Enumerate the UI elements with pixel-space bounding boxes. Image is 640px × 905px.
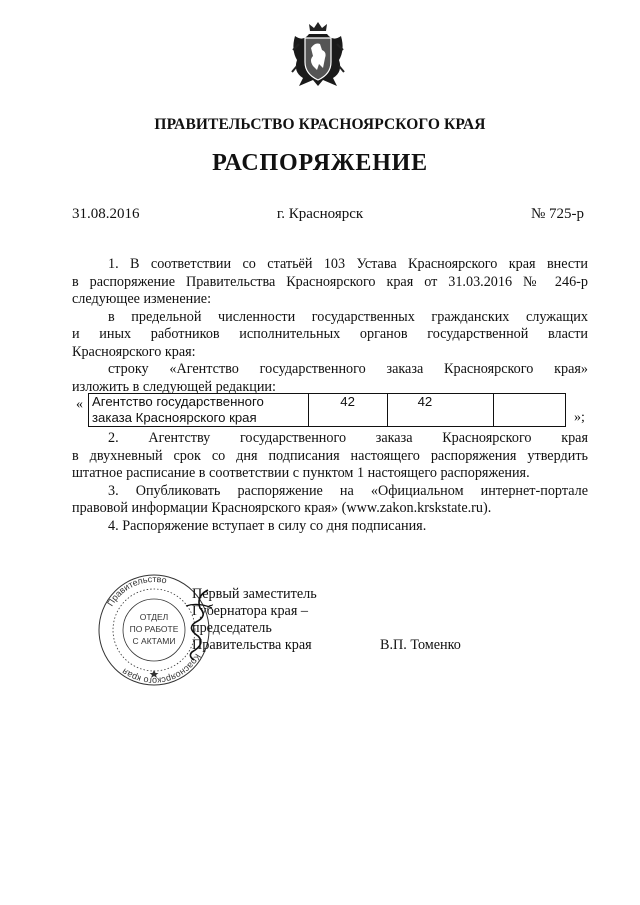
signatory-position-line-2: Губернатора края – [192,603,309,619]
paragraph-3-line-2: правовой информации Красноярского края» (www.zakon.krskstate.ru). [72,500,492,516]
table-cell-value-2: 42 [387,394,493,427]
paragraph-2-line-1: 2. Агентству государственного заказа Красноярского края [108,430,588,446]
table-open-quote: « [76,397,83,412]
paragraph-1a-line-2: и иных работников исполнительных органов государственной власти [72,326,588,342]
stamp-inner-line-2: ПО РАБОТЕ [129,624,179,634]
document-number: № 725-р [530,206,584,222]
table-cell-name-line-2: заказа Красноярского края [92,410,257,425]
table-row [89,394,566,427]
paragraph-1-line-3: следующее изменение: [72,291,212,307]
signatory-position-line-4: Правительства края [192,637,312,653]
paragraph-1a-line-1: в предельной численности государственных гражданских служащих [108,308,588,325]
paragraph-2-line-3: штатное расписание в соответствии с пунктом 1 настоящего распоряжения. [72,465,530,481]
paragraph-1a-line-3: Красноярского края: [72,343,196,360]
table-cell-value-3 [493,394,565,427]
paragraph-2-line-2: в двухневный срок со дня подписания настоящего распоряжения утвердить [72,447,588,464]
paragraph-3-line-1: 3. Опубликовать распоряжение на «Официальном интернет-портале [108,482,588,499]
stamp-ring-text-2: Красноярского края [120,652,203,687]
table-cell-name-line-1: Агентство государственного [92,394,264,409]
document-date: 31.08.2016 [72,206,140,222]
signatory-position [192,586,317,654]
stamp-ring-text: Правительство [105,573,168,608]
document-type-title: РАСПОРЯЖЕНИЕ [212,150,428,176]
signatory-position-line-1: Первый заместитель [192,586,317,602]
table-cell-name [89,394,309,427]
paragraph-1b-line-2: изложить в следующей редакции: [72,378,276,395]
signatory-position-line-3: председатель [192,620,272,636]
paragraph-1-line-1: 1. В соответствии со статьёй 103 Устава Красноярского края внести [108,256,588,272]
table-close-quote: »; [574,410,585,425]
paragraph-4: 4. Распоряжение вступает в силу со дня подписания. [108,517,427,534]
staff-table [88,393,566,427]
paragraph-1b-line-1: строку «Агентство государственного заказа Красноярского края» [108,361,588,377]
paragraph-1 [72,256,588,396]
organization-title: ПРАВИТЕЛЬСТВО КРАСНОЯРСКОГО КРАЯ [154,116,486,133]
coat-of-arms-emblem [289,20,347,88]
stamp-inner-line-3: С АКТАМИ [132,636,176,646]
paragraph-1-line-2: в распоряжение Правительства Красноярского края от 31.03.2016 № 246-р [72,273,588,290]
paragraph-2 [72,430,588,535]
document-city: г. Красноярск [276,206,364,222]
table-cell-value-1: 42 [308,394,387,427]
stamp-inner-line-1: ОТДЕЛ [139,612,169,622]
signatory-name: В.П. Томенко [380,637,461,653]
